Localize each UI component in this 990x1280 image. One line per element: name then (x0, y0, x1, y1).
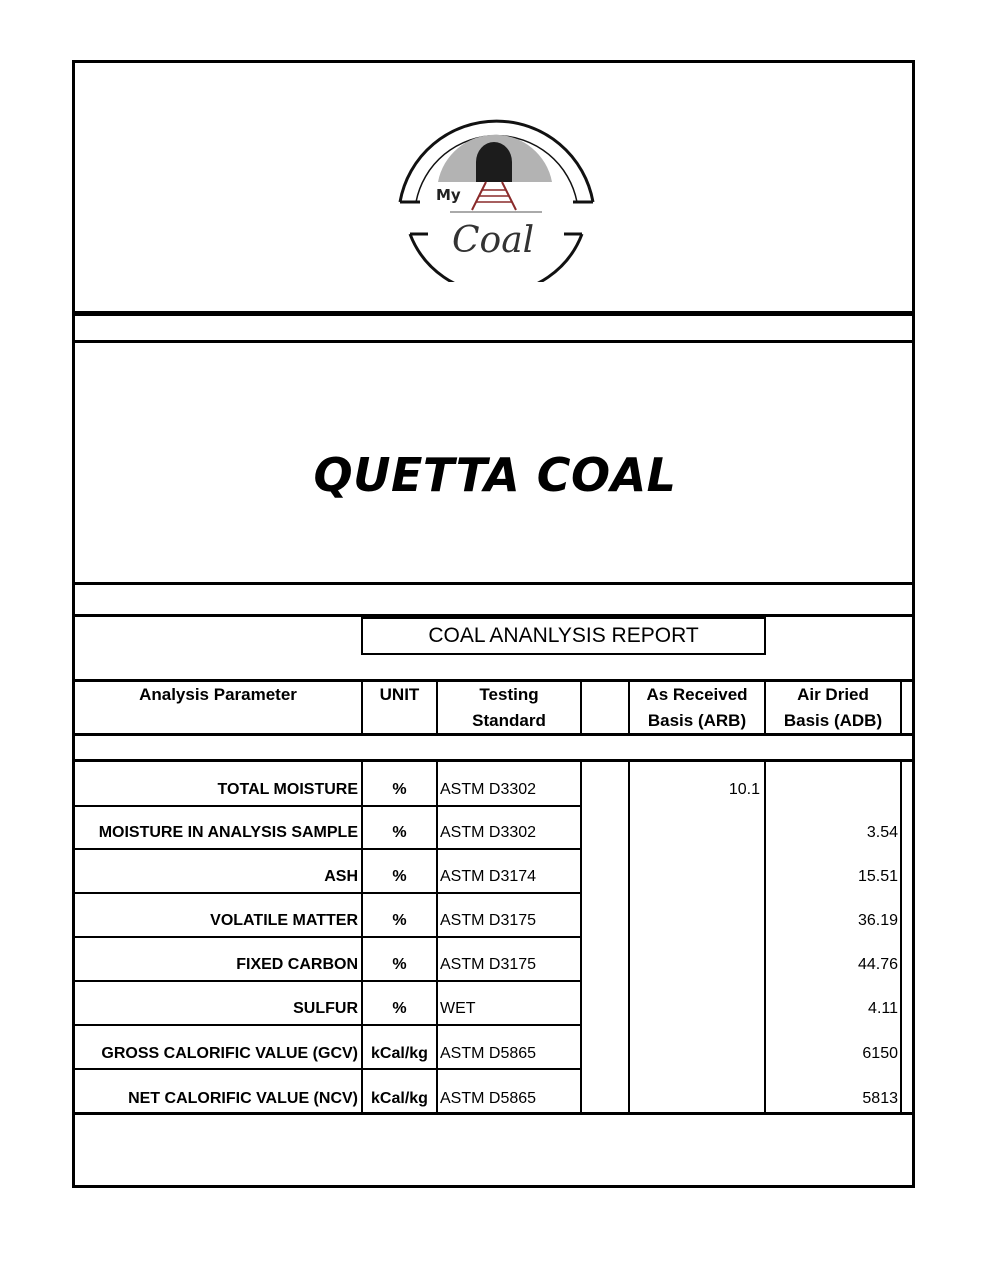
row-sep (72, 1024, 582, 1026)
row-parameter: ASH (324, 868, 358, 885)
table-body-bottom-line (72, 1112, 915, 1115)
col-sep (900, 759, 902, 1114)
row-adb-value: 44.76 (857, 956, 898, 973)
report-title: COAL ANANLYSIS REPORT (361, 617, 766, 655)
table-body-top-line (72, 759, 915, 762)
logo-coal-text: Coal (452, 220, 535, 261)
row-unit: % (392, 956, 407, 973)
row-adb-value: 5813 (862, 1090, 898, 1107)
row-parameter: SULFUR (293, 1000, 358, 1017)
header-standard-line1: Testing (479, 685, 539, 704)
mycoal-logo (390, 92, 605, 282)
page-title: QUETTA COAL (313, 448, 677, 502)
row-adb-value: 36.19 (857, 912, 898, 929)
divider-thick (72, 311, 915, 316)
header-arb-line1: As Received (646, 685, 748, 704)
header-adb-line2: Basis (ADB) (783, 711, 883, 730)
row-unit: % (392, 781, 407, 798)
header-unit: UNIT (379, 685, 420, 704)
row-adb-value: 4.11 (868, 1000, 898, 1017)
row-standard: WET (440, 1000, 476, 1017)
row-parameter: GROSS CALORIFIC VALUE (GCV) (101, 1045, 358, 1062)
row-adb-value: 15.51 (857, 868, 898, 885)
row-unit: % (392, 1000, 407, 1017)
row-parameter: FIXED CARBON (236, 956, 358, 973)
row-unit: kCal/kg (371, 1045, 428, 1062)
row-sep (72, 1068, 582, 1070)
row-sep (72, 848, 582, 850)
header-arb-line2: Basis (ARB) (647, 711, 747, 730)
divider (72, 582, 915, 585)
row-standard: ASTM D3175 (440, 912, 537, 929)
row-standard: ASTM D3302 (440, 824, 537, 841)
row-parameter: TOTAL MOISTURE (217, 781, 358, 798)
row-standard: ASTM D3175 (440, 956, 537, 973)
col-sep (628, 759, 630, 1114)
row-sep (72, 936, 582, 938)
row-unit: kCal/kg (371, 1090, 428, 1107)
row-adb-value: 3.54 (866, 824, 898, 841)
divider (72, 340, 915, 343)
row-sep (72, 805, 582, 807)
logo-my-text: My (436, 186, 461, 204)
row-standard: ASTM D5865 (440, 1090, 537, 1107)
header-standard-line2: Standard (472, 711, 546, 730)
row-parameter: MOISTURE IN ANALYSIS SAMPLE (98, 824, 358, 841)
row-unit: % (392, 824, 407, 841)
row-standard: ASTM D5865 (440, 1045, 537, 1062)
row-standard: ASTM D3302 (440, 781, 537, 798)
row-parameter: NET CALORIFIC VALUE (NCV) (128, 1090, 358, 1107)
row-standard: ASTM D3174 (440, 868, 537, 885)
row-sep (72, 980, 582, 982)
row-unit: % (392, 868, 407, 885)
row-sep (72, 892, 582, 894)
row-unit: % (392, 912, 407, 929)
row-parameter: VOLATILE MATTER (210, 912, 358, 929)
header-parameter: Analysis Parameter (139, 685, 297, 704)
col-sep (900, 679, 902, 736)
col-sep (764, 759, 766, 1114)
col-sep (580, 679, 582, 736)
row-arb-value: 10.1 (728, 781, 760, 798)
header-adb-line1: Air Dried (797, 685, 869, 704)
row-adb-value: 6150 (862, 1045, 898, 1062)
